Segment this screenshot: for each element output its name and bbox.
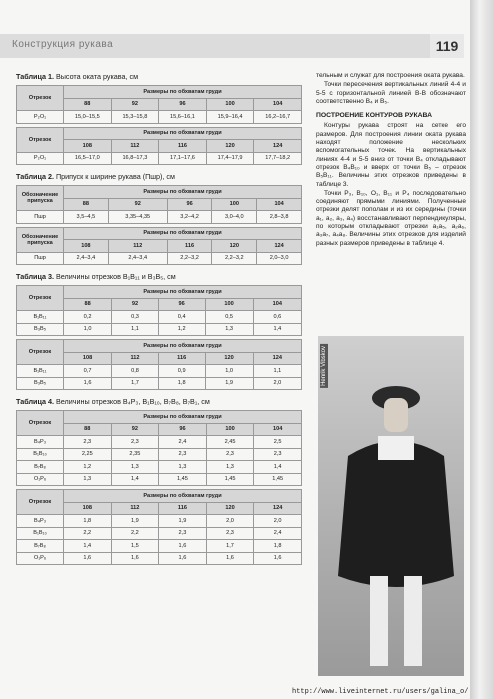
group-header: Размеры по обхватам груди — [64, 186, 302, 199]
size-cell: 108 — [64, 352, 112, 365]
label-header: Обозначение припуска — [17, 227, 64, 252]
model-figure-icon — [318, 336, 464, 676]
size-cell: 112 — [111, 502, 159, 515]
table-row: B₁B₁₁ 0,7 0,8 0,9 1,0 1,1 — [17, 365, 302, 378]
size-cell: 100 — [206, 423, 254, 436]
photo-credit: Henrik Vibskov — [321, 346, 327, 386]
paragraph: тельным и служат для построения оката рукава. — [316, 72, 465, 79]
size-cell: 104 — [254, 98, 302, 111]
size-cell: 116 — [167, 240, 212, 253]
size-cell: 104 — [254, 423, 302, 436]
table-row: O₁P₆ 1,3 1,4 1,45 1,45 1,45 — [17, 473, 302, 486]
paragraph: Точки P₃, B₁₀, O₁, B₁₁ и P₄ последовательно соединяют прямыми линиями. Полученные отрезки делят пополам и из их середины (точки a₁, a₂, a₃, a₄) восстанавливают перпендикуляры, по которым откладывают отрезки a₁a₅, a₂a₆, a₃a₇, a₄a₈. Величины этих отрезков для изделий разных размеров приведены в таблице 4. — [316, 189, 466, 247]
label-header: Отрезок — [17, 127, 64, 152]
table-row: Пшр 2,4–3,4 2,4–3,4 2,2–3,2 2,2–3,2 2,0–3,0 — [17, 252, 302, 265]
size-cell: 92 — [112, 298, 159, 311]
table-row: O₁P₆ 1,6 1,6 1,6 1,6 1,6 — [17, 552, 302, 565]
table-3-grid — [16, 285, 302, 390]
tables-column — [16, 72, 302, 572]
fashion-photo — [318, 336, 464, 676]
table-row: P₂O₁ 15,0–15,5 15,3–15,8 15,6–16,1 15,9–16,4 16,2–16,7 — [17, 111, 302, 124]
size-cell: 96 — [159, 423, 207, 436]
paragraph: Контуры рукава строят на сетке его размеров. Для построения линии оката рукава находят положение нескольких вспомогательных точек. На вертикальных линиях 4-4 и 5-5 вниз от точки B₄ откладывают отрезок B₄B₁₀ и вверх от точки B₅ – отрезок B₅B₁₁. Величины этих отрезков приведены в таблице 3. — [316, 122, 466, 188]
table-row: B₁B₁₀ 2,2 2,2 2,3 2,3 2,4 — [17, 527, 302, 540]
page-number: 119 — [430, 34, 464, 58]
size-cell: 108 — [64, 140, 112, 153]
group-header: Размеры по обхватам груди — [64, 127, 302, 140]
table-row: B₇B₈ 1,4 1,5 1,6 1,7 1,8 — [17, 540, 302, 553]
label-header: Отрезок — [17, 286, 64, 311]
size-cell: 108 — [64, 240, 109, 253]
size-cell: 124 — [254, 502, 302, 515]
table-1-caption: Таблица 1. Высота оката рукава, см — [16, 72, 139, 81]
size-cell: 120 — [212, 240, 257, 253]
page-header — [0, 34, 430, 58]
group-header: Размеры по обхватам груди — [64, 86, 302, 99]
table-3 — [16, 272, 302, 390]
size-cell: 124 — [257, 240, 302, 253]
group-header: Размеры по обхватам груди — [64, 340, 302, 353]
table-4-caption: Таблица 4. Величины отрезков B₄P₃, B₁B₁₀, B₇B₈, B₇B₁, см — [16, 397, 210, 406]
table-row: B₄P₃ 1,8 1,9 1,9 2,0 2,0 — [17, 515, 302, 528]
size-cell: 88 — [64, 198, 109, 211]
size-cell: 104 — [253, 298, 301, 311]
size-cell: 96 — [167, 198, 212, 211]
size-cell: 96 — [159, 98, 207, 111]
table-row: Пшр 3,5–4,5 3,35–4,35 3,2–4,2 3,0–4,0 2,8–3,8 — [17, 211, 302, 224]
size-cell: 88 — [64, 298, 112, 311]
table-2-grid — [16, 185, 302, 265]
size-cell: 124 — [253, 352, 301, 365]
size-cell: 112 — [108, 240, 167, 253]
group-header: Размеры по обхватам груди — [64, 227, 302, 240]
table-row: P₂O₁ 16,5–17,0 16,8–17,3 17,1–17,6 17,4–17,9 17,7–18,2 — [17, 152, 302, 165]
size-cell: 108 — [64, 502, 112, 515]
label-header: Отрезок — [17, 490, 64, 515]
size-cell: 92 — [108, 198, 167, 211]
table-row: B₇B₈ 1,2 1,3 1,3 1,3 1,4 — [17, 461, 302, 474]
table-row: B₄P₃ 2,3 2,3 2,4 2,45 2,5 — [17, 436, 302, 449]
size-cell: 104 — [257, 198, 302, 211]
group-header: Размеры по обхватам груди — [64, 490, 302, 503]
text-column — [316, 72, 466, 249]
table-3-caption: Таблица 3. Величины отрезков B₁B₁₁ и B₃B₅, см — [16, 272, 176, 281]
size-cell: 116 — [159, 140, 207, 153]
group-header: Размеры по обхватам груди — [64, 411, 302, 424]
table-2 — [16, 172, 302, 265]
label-header: Обозначение припуска — [17, 186, 64, 211]
size-cell: 116 — [158, 352, 205, 365]
page-edge — [470, 0, 494, 699]
size-cell: 96 — [158, 298, 205, 311]
table-row: B₃B₅ 1,0 1,1 1,2 1,3 1,4 — [17, 323, 302, 336]
table-4 — [16, 397, 302, 565]
size-cell: 100 — [212, 198, 257, 211]
size-cell: 88 — [64, 423, 112, 436]
size-cell: 120 — [205, 352, 253, 365]
size-cell: 112 — [111, 140, 159, 153]
footer-url: http://www.liveinternet.ru/users/galina_o/ — [292, 688, 469, 696]
table-row: B₃B₅ 1,6 1,7 1,8 1,9 2,0 — [17, 377, 302, 390]
size-cell: 112 — [112, 352, 159, 365]
chapter-title: Конструкция рукава — [12, 39, 114, 50]
label-header: Отрезок — [17, 340, 64, 365]
table-4-grid — [16, 410, 302, 565]
table-1-grid — [16, 85, 302, 165]
label-header: Отрезок — [17, 411, 64, 436]
table-row: B₁B₁₁ 0,2 0,3 0,4 0,5 0,6 — [17, 311, 302, 324]
table-row: B₁B₁₀ 2,25 2,35 2,3 2,3 2,3 — [17, 448, 302, 461]
group-header: Размеры по обхватам груди — [64, 286, 302, 299]
size-cell: 124 — [254, 140, 302, 153]
size-cell: 92 — [111, 98, 159, 111]
size-cell: 100 — [206, 98, 254, 111]
table-2-caption: Таблица 2. Припуск к ширине рукава (Пшр), см — [16, 172, 175, 181]
section-heading: ПОСТРОЕНИЕ КОНТУРОВ РУКАВА — [316, 112, 433, 120]
size-cell: 120 — [206, 140, 254, 153]
size-cell: 88 — [64, 98, 112, 111]
size-cell: 120 — [206, 502, 254, 515]
label-header: Отрезок — [17, 86, 64, 111]
paragraph: Точки пересечения вертикальных линий 4-4 и 5-5 с горизонтальной линией B-B обозначают соответственно B₄ и B₅. — [316, 81, 466, 105]
size-cell: 100 — [205, 298, 253, 311]
table-1 — [16, 72, 302, 165]
size-cell: 92 — [111, 423, 159, 436]
size-cell: 116 — [159, 502, 207, 515]
